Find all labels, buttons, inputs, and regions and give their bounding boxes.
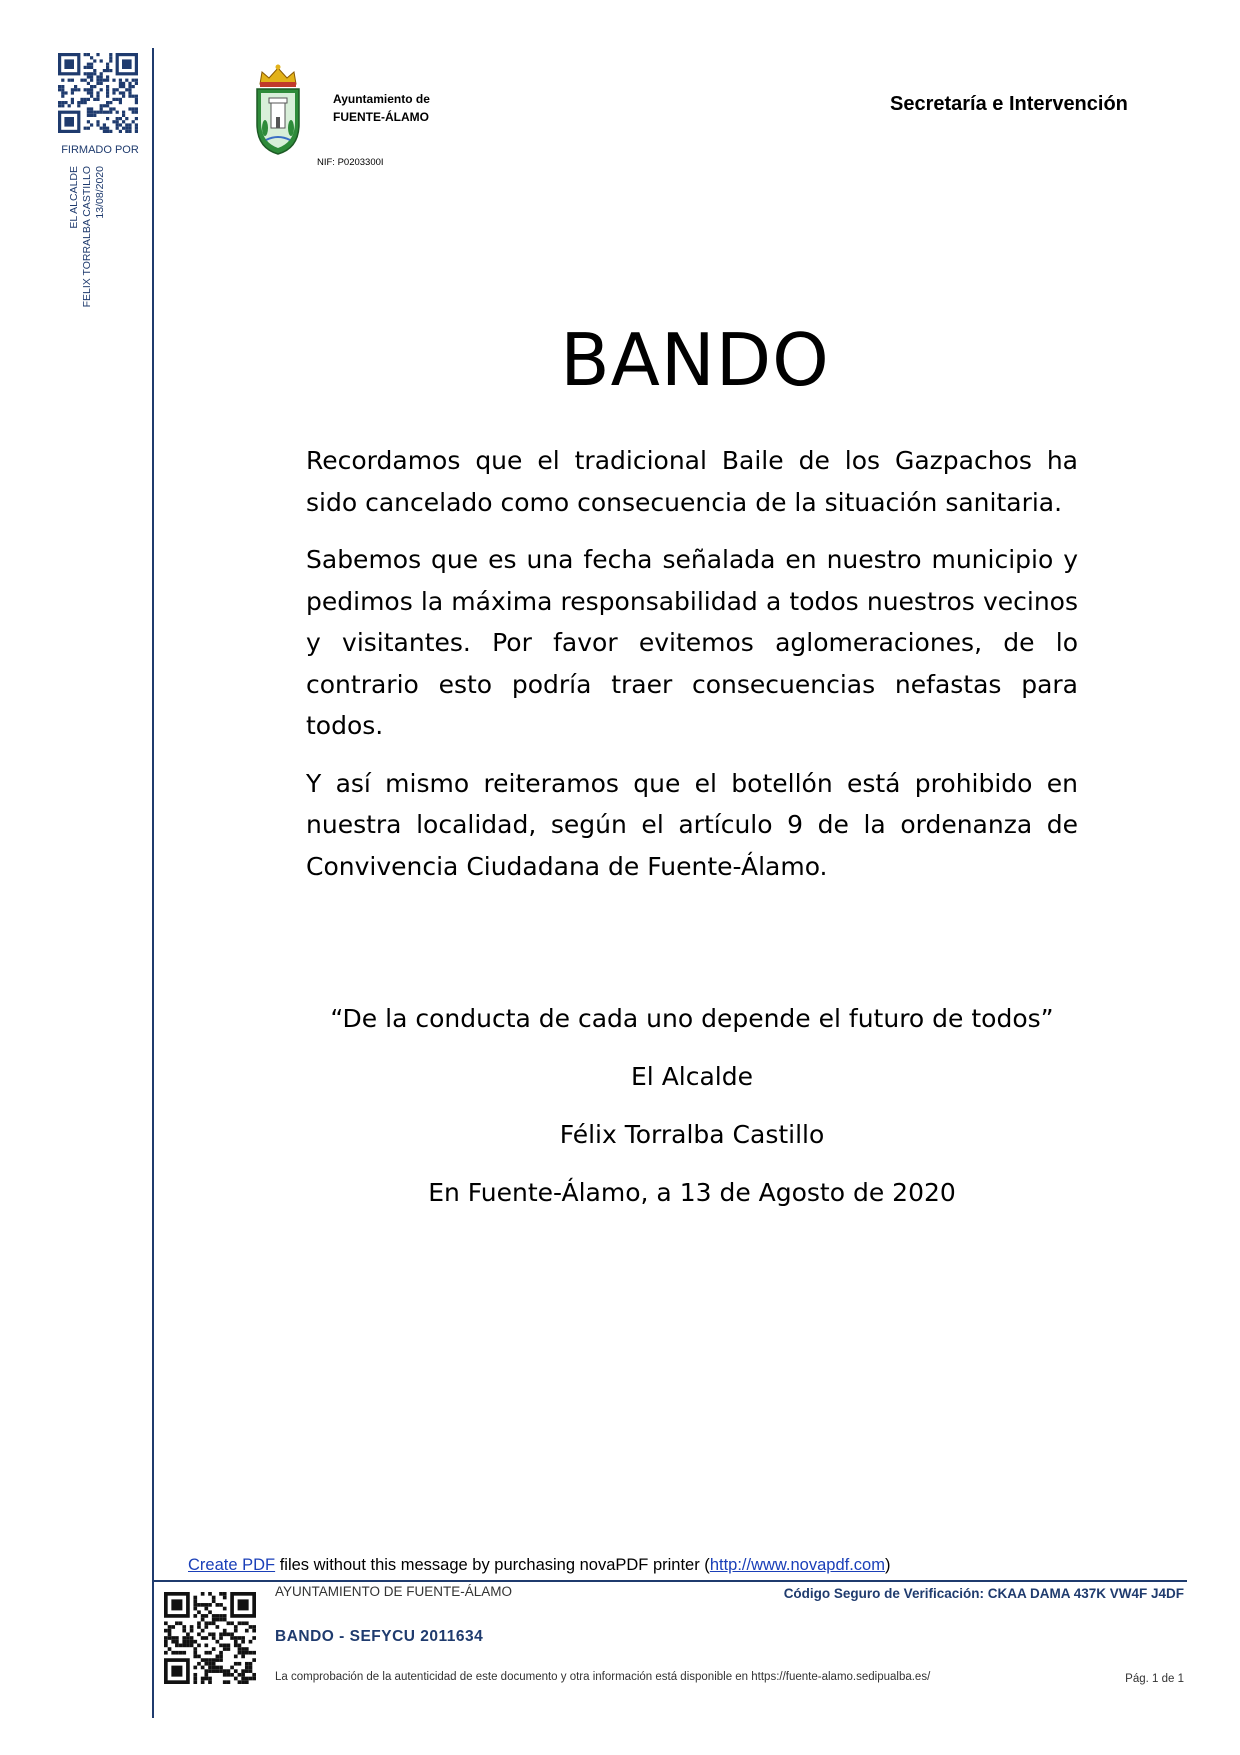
place-date: En Fuente-Álamo, a 13 de Agosto de 2020 [428, 1178, 956, 1207]
department-label: Secretaría e Intervención [890, 93, 1128, 115]
signer-title: El Alcalde [631, 1062, 753, 1091]
verification-code: Código Seguro de Verificación: CKAA DAMA 437K VW4F J4DF [783, 1586, 1184, 1601]
coat-of-arms-icon [252, 62, 304, 156]
novapdf-notice [188, 1556, 890, 1575]
nif-label: NIF: P0203300I [317, 157, 384, 168]
signer-cargo: EL ALCALDE [68, 166, 80, 229]
authenticity-note: La comprobación de la autenticidad de este documento y otra información está disponible en https://fuente-alamo.sedipualba.es/ [275, 1671, 931, 1683]
sidebar-divider [152, 48, 154, 1718]
novapdf-text: files without this message by purchasing novaPDF printer ( [275, 1556, 710, 1574]
paragraph: Sabemos que es una fecha señalada en nuestro municipio y pedimos la máxima responsabilidad a todos nuestros vecinos y visitantes. Por favor evitemos aglomeraciones, de lo contrario esto podría traer consecuencias nefastas para todos. [306, 545, 1078, 740]
signer-fecha: 13/08/2020 [94, 166, 106, 219]
paragraph: Recordamos que el tradicional Baile de los Gazpachos ha sido cancelado como consecuencia de la situación sanitaria. [306, 446, 1078, 517]
page-number: Pág. 1 de 1 [1125, 1673, 1184, 1685]
qr-code-icon [164, 1592, 256, 1684]
paragraph: Y así mismo reiteramos que el botellón está prohibido en nuestra localidad, según el artículo 9 de la ordenanza de Convivencia Ciudadana de Fuente-Álamo. [306, 768, 1078, 881]
qr-code-icon [58, 53, 138, 133]
footer-ayuntamiento: AYUNTAMIENTO DE FUENTE-ÁLAMO [275, 1584, 513, 1599]
signature-vertical-text [68, 166, 120, 326]
firmado-por-label: FIRMADO POR [61, 144, 139, 156]
signer-name: Félix Torralba Castillo [559, 1120, 825, 1149]
document-body [306, 440, 1078, 903]
bando-reference: BANDO - SEFYCU 2011634 [275, 1628, 484, 1645]
signer-nombre: FELIX TORRALBA CASTILLO [81, 166, 93, 308]
document-title: BANDO [560, 318, 830, 402]
ayuntamiento-name-line1: Ayuntamiento de [333, 92, 430, 106]
footer-divider [152, 1580, 1187, 1582]
closing-quote: “De la conducta de cada uno depende el futuro de todos” [330, 1004, 1054, 1033]
ayuntamiento-name-line2: FUENTE-ÁLAMO [333, 110, 429, 124]
novapdf-close: ) [884, 1556, 891, 1574]
novapdf-url-link[interactable]: http://www.novapdf.com [709, 1556, 885, 1574]
create-pdf-link[interactable]: Create PDF [188, 1556, 276, 1574]
